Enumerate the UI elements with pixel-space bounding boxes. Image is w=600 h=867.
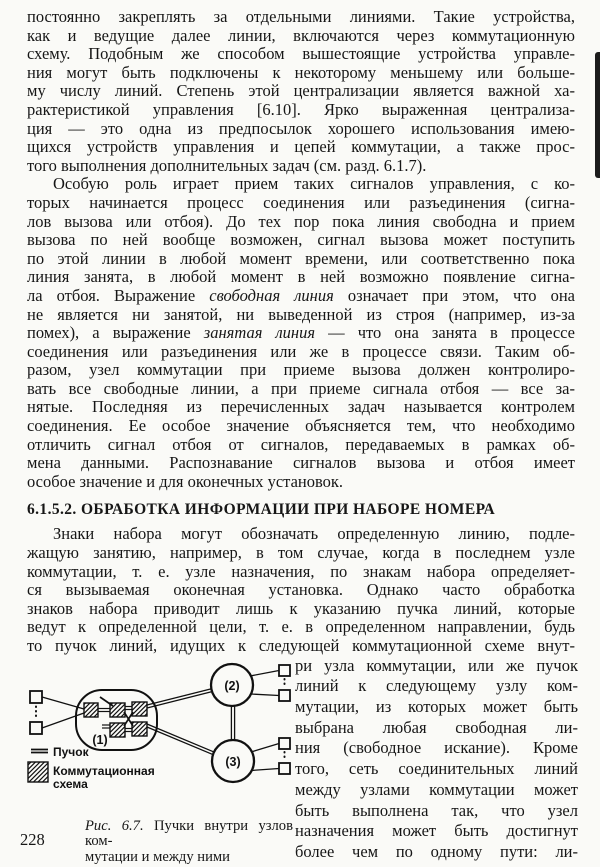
section-heading: 6.1.5.2. ОБРАБОТКА ИНФОРМАЦИИ ПРИ НАБОРЕ НОМЕРА [27,501,496,519]
text-line: более чем по одному пути: ли- [295,841,578,861]
figure-row [0,656,600,865]
text-line: по этой линии в любой момент времени, или соответственно пока [27,248,575,268]
text-line: не является ни занятой, ни выведенной из строя (например, из-за [27,304,575,324]
text-line: помех), а выражение занятая линия — что она занята в процессе [27,323,575,343]
text-line: рактеристикой управления [6.10]. Ярко выраженная централиза- [27,99,575,119]
paragraph-2 [27,175,575,491]
text-line: между узлами коммутации может [295,779,578,799]
text-line: торых начинается процесс соединения или разъединения (сигна- [27,192,575,212]
text-line: выбрана любая свободная ли- [295,717,578,737]
switching-network-legend-label-line1: Коммутационная [53,763,155,778]
text-line: линия занята, в любой момент в ней возможно появление сигна- [27,267,575,287]
text-line: мутации, из которых может быть [295,697,578,716]
bundle-legend-symbol [31,749,48,752]
text-line: ри узла коммутации, или же пучок [295,655,578,675]
text-line: Знаки набора могут обозначать определенную линию, подле- [53,524,575,544]
text-line: нятые. Последняя из перечисленных задач называется контролем [27,397,575,417]
node2-label: (2) [224,678,240,693]
text-line: того, сеть соединительных линий [295,759,578,779]
page-number: 228 [20,829,45,849]
text-line: коммутации, т. е. узле назначения, по знакам набора определяет- [27,561,575,581]
text-line: постоянно закреплять за отдельными линиями. Такие устройства, [27,7,575,26]
text-line: то пучок линий, идущих к следующей коммутационной схеме внут- [27,636,575,655]
text-line: лов вызова или отбоя). До тех пор пока линия свободна и прием [27,211,575,231]
text-line: щихся устройств управления и цепей коммутации, а также прос- [27,137,575,157]
paragraph-3 [27,525,575,655]
switching-network-legend-symbol [28,762,48,782]
node1-label: (1) [92,732,108,747]
text-line: Рис. 6.7. Пучки внутри узлов ком- [85,817,293,850]
text-line: как и ведущие далее линии, включаются через коммутационную [27,25,575,45]
text-line: быть выполнена так, что узел [295,800,578,820]
text-line: ся вызываемая оконечная установка. Однако часто обработка [27,580,575,600]
text-line: ния могут быть подключены к некоторому меньшему или больше- [27,62,575,82]
figure-caption [85,819,293,865]
text-line: схему. Подобным же способом вышестоящие устройства управле- [27,44,575,64]
text-line: мутации и между ними [85,849,230,865]
text-line: му числу линий. Степень этой централизации является важной ха- [27,81,575,101]
text-line: мена данными. Распознавание сигналов вызова и отбоя имеет [27,453,575,473]
text-line: назначения может быть достигнут [295,821,578,841]
text-line: отличить сигнал отбоя от сигналов, передаваемых в рамках об- [27,434,575,454]
text-line: особое значение и для оконечных установок. [27,471,344,491]
text-line: ведут к определенной цели, т. е. в определенном направлении, будь [27,617,575,637]
left-subscriber-lines [42,697,84,728]
text-line: того выполнения дополнительных задач (см. разд. 6.1.7). [27,155,427,175]
figure-6-7 [20,656,295,865]
text-line: соединения или разъединения или же в процессе связи. Таким об- [27,341,575,361]
switching-network-squares [84,702,147,737]
text-line: вызова по ней вообще возможен, сигнал вызова может поступить [27,230,575,250]
text-line: соединения. Ее особое значение объясняется тем, что необходимо [27,416,575,436]
node1-outline [76,690,157,750]
text-line: знаков набора приводит лишь к указанию пучка линий, которые [27,598,575,618]
text-line: ция — это одна из предпосылок хорошего использования имею- [27,118,575,138]
switching-network-legend-label-line2: схема [53,776,88,791]
scan-edge-artifact [595,52,600,178]
text-line: разом, узел коммутации при приеме вызова должен контролиро- [27,360,575,380]
text-line: ния (свободное искание). Кроме [295,738,578,758]
bundle-legend-label: Пучок [53,744,89,759]
text-line: Особую роль играет прием таких сигналов управления, с ко- [53,174,575,194]
paragraph-1 [27,8,575,175]
text-line: жащую занятию, например, в том случае, когда в последнем узле [27,543,575,563]
text-line: вать все свободные линии, а при приеме сигнала отбоя — все за- [27,378,575,398]
network-diagram [20,656,295,796]
text-line: линий к следующему узлу ком- [295,676,578,696]
wrapped-text-column [295,656,578,865]
text-line: ла отбоя. Выражение свободная линия означает при этом, что она [27,285,575,305]
node3-label: (3) [225,754,241,769]
